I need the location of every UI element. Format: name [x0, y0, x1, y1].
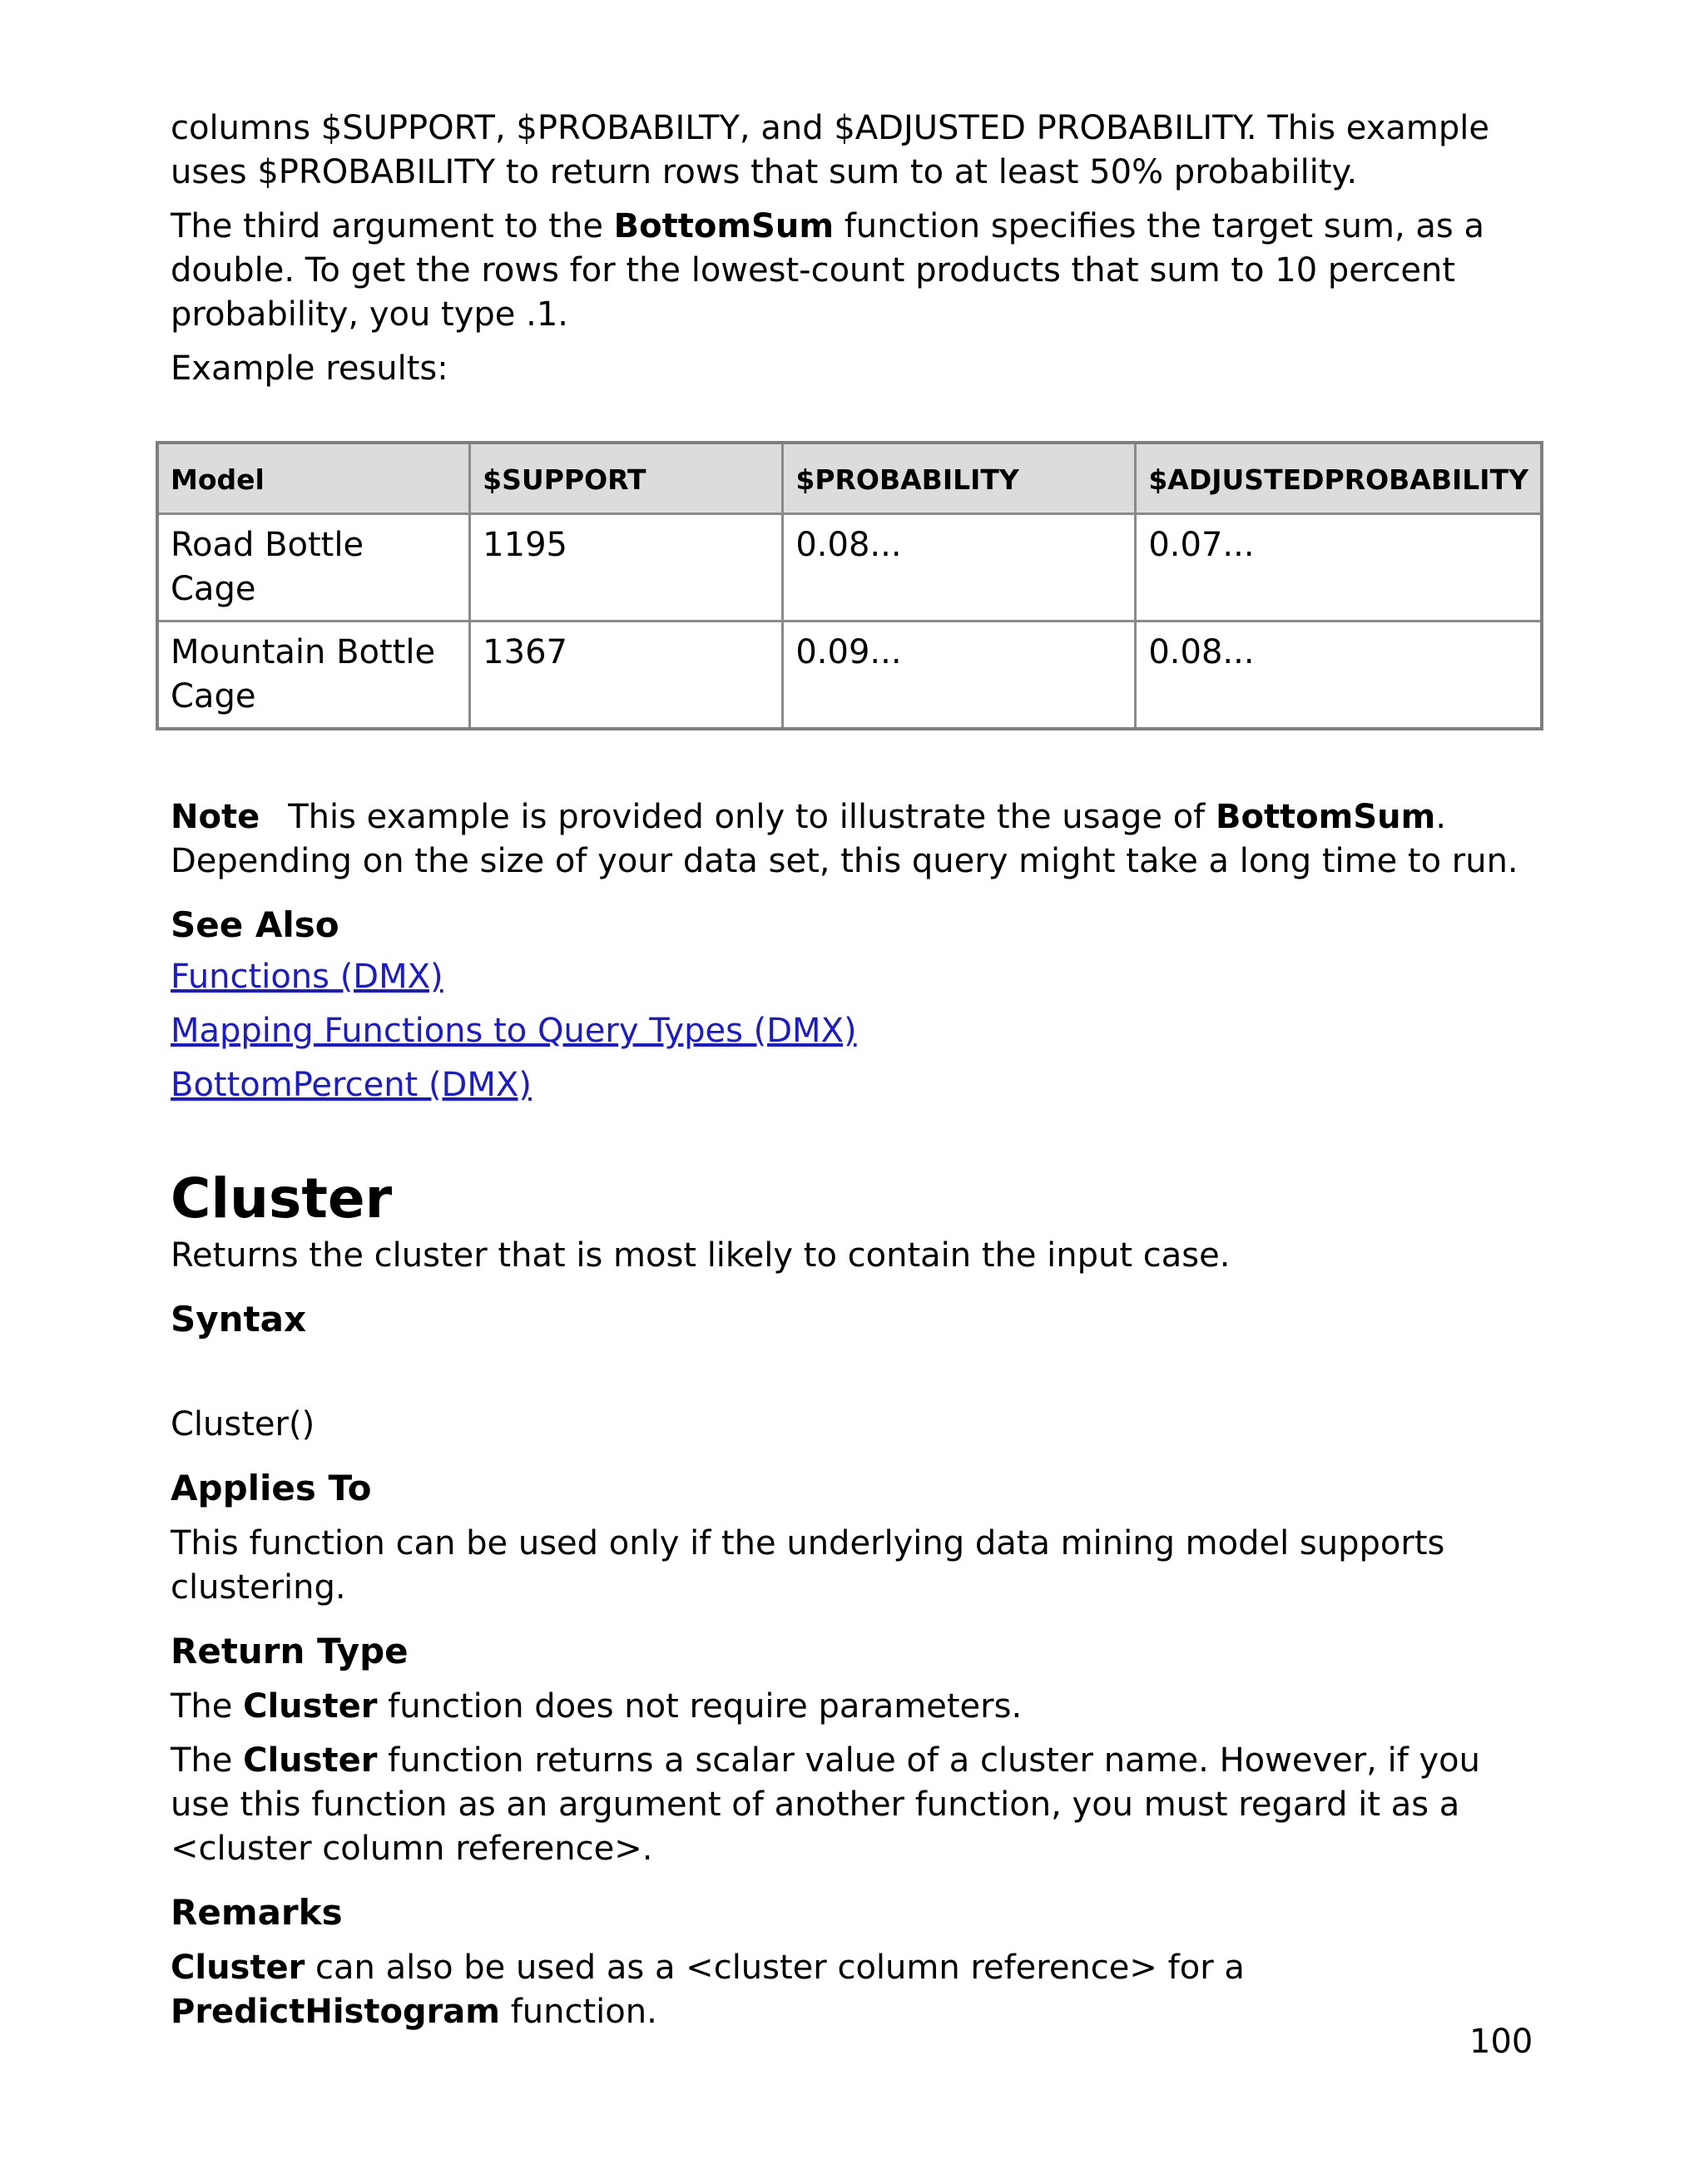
cluster-term: Cluster — [243, 1741, 378, 1780]
header-support: $SUPPORT — [470, 443, 783, 514]
syntax-heading: Syntax — [171, 1299, 307, 1340]
cluster-description: Returns the cluster that is most likely to contain the input case. — [171, 1236, 1231, 1275]
cell-support: 1367 — [470, 622, 783, 730]
page-number: 100 — [1469, 2023, 1533, 2061]
results-table-wrapper — [156, 441, 1543, 730]
remarks-paragraph — [171, 1946, 1543, 2034]
intro-paragraph-2 — [171, 205, 1543, 337]
link-mapping-functions[interactable]: Mapping Functions to Query Types (DMX) — [171, 1012, 857, 1050]
applies-to-text: This function can be used only if the underlying data mining model supports clustering. — [171, 1524, 1445, 1607]
example-results-label: Example results: — [171, 349, 448, 388]
header-adjusted-probability: $ADJUSTEDPROBABILITY — [1136, 443, 1542, 514]
note-label: Note — [171, 798, 260, 836]
return-text: The — [171, 1687, 244, 1726]
link-functions-dmx[interactable]: Functions (DMX) — [171, 958, 443, 996]
see-also-links — [171, 955, 1543, 1107]
header-probability: $PROBABILITY — [783, 443, 1136, 514]
remarks-text: can also be used as a <cluster column reference> for a — [305, 1949, 1245, 1987]
syntax-code: Cluster() — [171, 1405, 315, 1444]
note-paragraph — [171, 795, 1543, 884]
return-type-paragraph-2 — [171, 1739, 1543, 1871]
cell-support: 1195 — [470, 514, 783, 622]
results-table — [156, 441, 1543, 730]
table-header-row — [157, 443, 1542, 514]
cluster-term: Cluster — [171, 1949, 305, 1987]
cell-adjusted-probability: 0.07... — [1136, 514, 1542, 622]
cell-probability: 0.09... — [783, 622, 1136, 730]
cluster-title: Cluster — [171, 1166, 393, 1231]
header-model: Model — [157, 443, 470, 514]
link-bottompercent-dmx[interactable]: BottomPercent (DMX) — [171, 1066, 532, 1104]
document-page — [171, 106, 1543, 2034]
cell-adjusted-probability: 0.08... — [1136, 622, 1542, 730]
cell-model: Mountain Bottle Cage — [157, 622, 470, 730]
cell-probability: 0.08... — [783, 514, 1136, 622]
return-text: function does not require parameters. — [377, 1687, 1023, 1726]
intro-p2-text: The third argument to the — [171, 207, 614, 245]
return-text: The — [171, 1741, 244, 1780]
table-row — [157, 514, 1542, 622]
return-text: function returns a scalar value of a cluster name. However, if you use this function as an argument of another function, you must regard it as a <cluster column reference>. — [171, 1741, 1481, 1868]
intro-p2-text: function specifies the target sum, as a double. To get the rows for the lowest-count products that sum to 10 percent probability, you type .1. — [171, 207, 1484, 334]
cluster-term: Cluster — [243, 1687, 378, 1726]
see-also-heading: See Also — [171, 904, 339, 945]
applies-to-heading: Applies To — [171, 1468, 372, 1508]
remarks-heading: Remarks — [171, 1892, 343, 1933]
return-type-paragraph-1 — [171, 1685, 1543, 1729]
predicthistogram-term: PredictHistogram — [171, 1993, 500, 2031]
note-text: . Depending on the size of your data set, this query might take a long time to run. — [171, 798, 1518, 880]
table-row — [157, 622, 1542, 730]
cell-model: Road Bottle Cage — [157, 514, 470, 622]
note-text: This example is provided only to illustrate the usage of — [288, 798, 1216, 836]
remarks-text: function. — [499, 1993, 657, 2031]
bottomsum-term: BottomSum — [1215, 798, 1436, 836]
return-type-heading: Return Type — [171, 1631, 409, 1671]
bottomsum-term: BottomSum — [613, 207, 834, 245]
intro-paragraph-1: columns $SUPPORT, $PROBABILTY, and $ADJUSTED PROBABILITY. This example uses $PROBABILITY to return rows that sum to at least 50% probability. — [171, 109, 1489, 191]
